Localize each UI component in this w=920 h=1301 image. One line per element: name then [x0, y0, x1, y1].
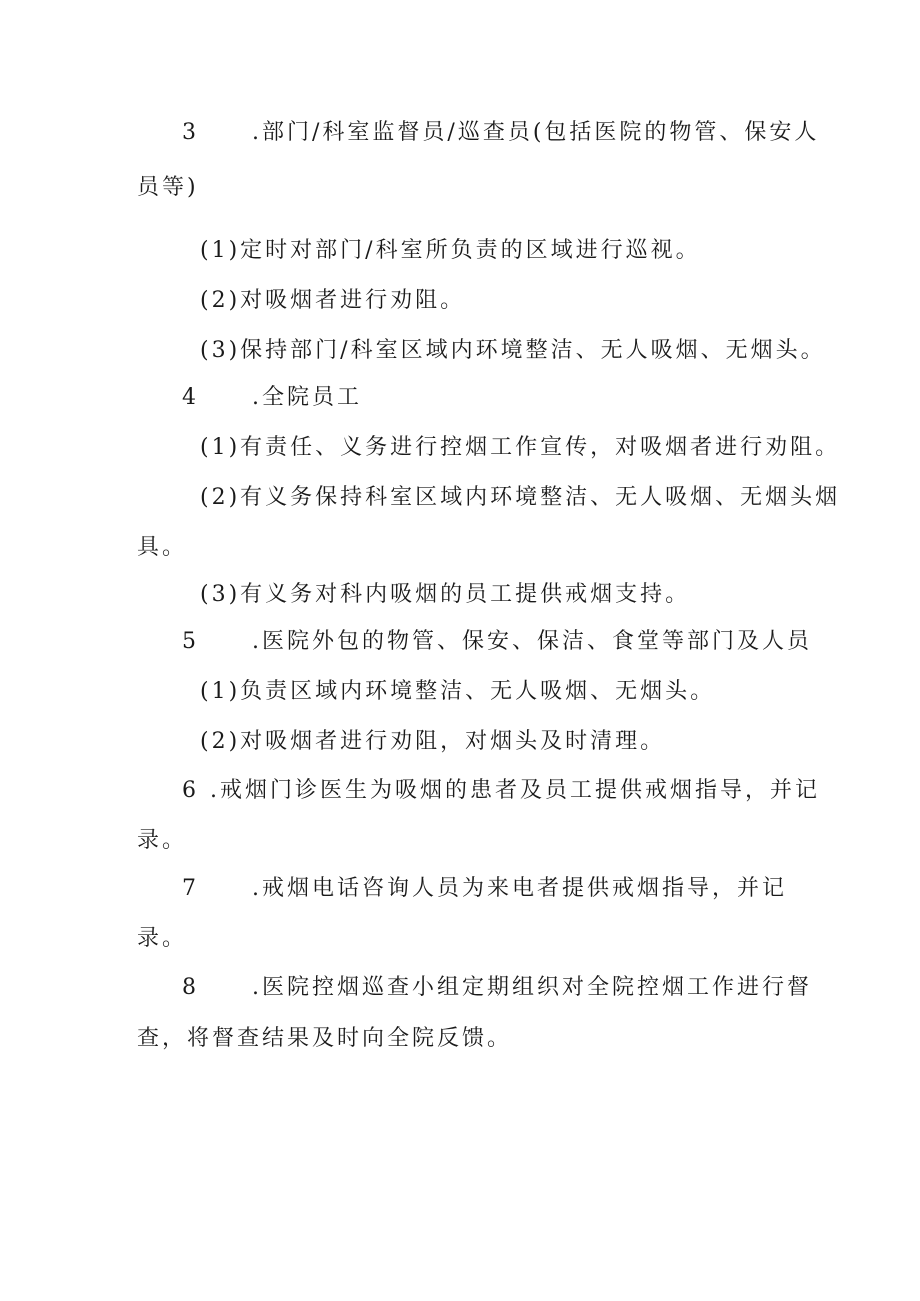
- item-3-number: 3: [182, 120, 196, 145]
- item-7-heading-text: .戒烟电话咨询人员为来电者提供戒烟指导，并记: [252, 876, 787, 901]
- item-7-heading: [182, 874, 787, 904]
- item-5-subitem-1: (1)负责区域内环境整洁、无人吸烟、无烟头。: [200, 679, 716, 704]
- item-6-heading: [182, 776, 820, 806]
- item-4-subitem-3: (3)有义务对科内吸烟的员工提供戒烟支持。: [200, 582, 691, 607]
- item-5-heading: [182, 627, 812, 657]
- item-3-subitem-2: (2)对吸烟者进行劝阻。: [200, 288, 466, 313]
- item-7-heading-continuation: 录。: [137, 926, 188, 951]
- item-5-subitem-2: (2)对吸烟者进行劝阻，对烟头及时清理。: [200, 729, 666, 754]
- item-6-heading-text: .戒烟门诊医生为吸烟的患者及员工提供戒烟指导，并记: [210, 778, 820, 803]
- item-8-heading-continuation: 查，将督查结果及时向全院反馈。: [137, 1026, 513, 1051]
- item-5-heading-text: .医院外包的物管、保安、保洁、食堂等部门及人员: [252, 629, 812, 654]
- item-4-subitem-1: (1)有责任、义务进行控烟工作宣传，对吸烟者进行劝阻。: [200, 435, 841, 460]
- item-3-subitem-1: (1)定时对部门/科室所负责的区域进行巡视。: [200, 238, 701, 263]
- item-8-heading: [182, 973, 812, 1003]
- item-7-number: 7: [182, 876, 196, 901]
- item-8-heading-text: .医院控烟巡查小组定期组织对全院控烟工作进行督: [252, 975, 812, 1000]
- item-3-heading-continuation: 员等): [137, 175, 199, 200]
- item-6-heading-continuation: 录。: [137, 828, 188, 853]
- item-4-heading-text: .全院员工: [252, 385, 362, 410]
- item-4-number: 4: [182, 385, 196, 410]
- item-3-heading: [182, 118, 819, 148]
- item-8-number: 8: [182, 975, 196, 1000]
- item-4-subitem-2: (2)有义务保持科室区域内环境整洁、无人吸烟、无烟头烟: [200, 485, 841, 510]
- item-3-subitem-3: (3)保持部门/科室区域内环境整洁、无人吸烟、无烟头。: [200, 338, 826, 363]
- item-4-heading: [182, 383, 362, 413]
- item-4-subitem-2-continuation: 具。: [137, 535, 188, 560]
- item-5-number: 5: [182, 629, 196, 654]
- item-6-number: 6: [182, 778, 196, 803]
- item-3-heading-text: .部门/科室监督员/巡查员(包括医院的物管、保安人: [252, 120, 820, 145]
